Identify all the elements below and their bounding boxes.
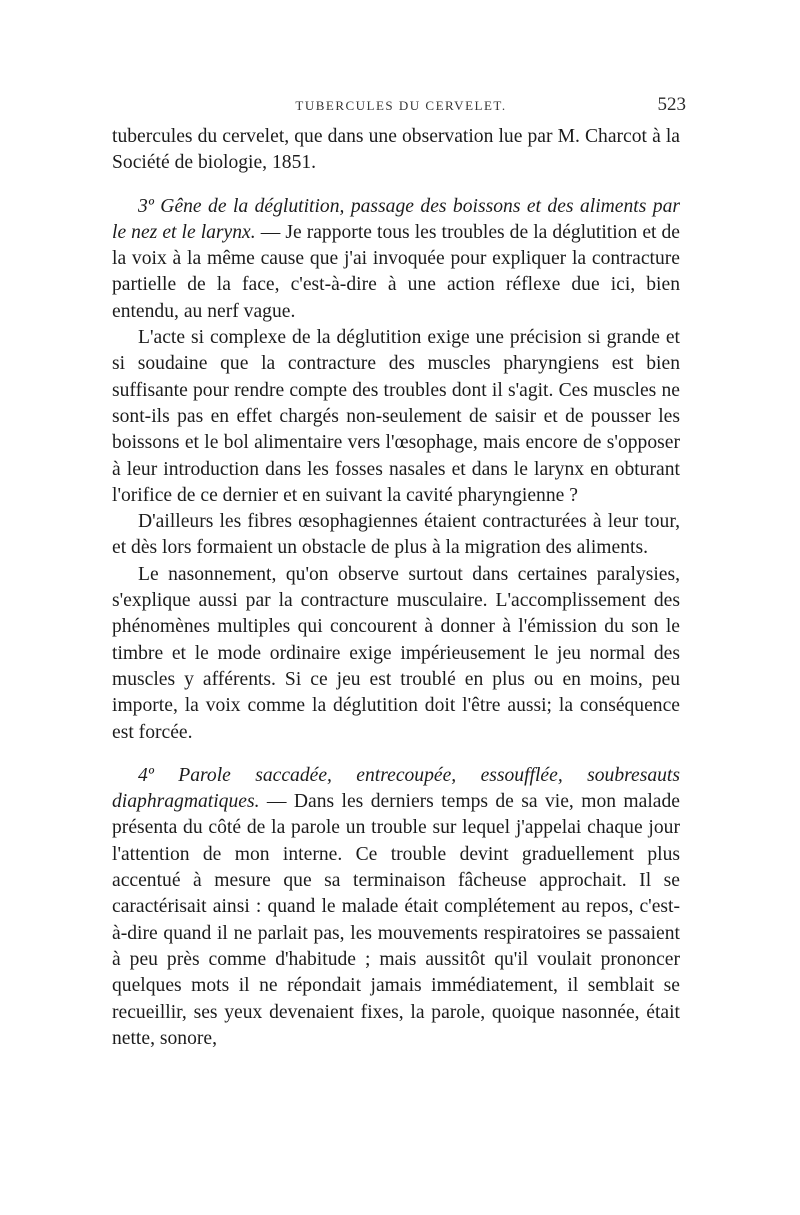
paragraph-text: — Je rapporte tous les troubles de la déglutition et de la voix à la même cause que j'ai invoquée pour expliquer la contracture partielle de la face, c'est-à-dire à une action réflexe due ici, bien entendu, au nerf vague. <box>112 221 680 322</box>
section-3-paragraph <box>112 194 680 325</box>
section-3-title: 3º Gêne de la déglutition, passage des boissons et des aliments par le nez et le larynx. <box>112 195 680 243</box>
running-head-title: TUBERCULES DU CERVELET. <box>295 98 507 113</box>
paragraph <box>112 509 680 562</box>
paragraph-continuation <box>112 124 680 177</box>
body-text <box>112 124 680 1052</box>
paragraph-text: Le nasonnement, qu'on observe surtout dans certaines paralysies, s'explique aussi par la contracture musculaire. L'accomplissement des phénomènes multiples qui concourent à donner à l'émission du son le timbre et le mode ordinaire exige impérieusement le jeu normal des muscles y afférents. Si ce jeu est troublé en plus ou en moins, peu importe, la voix comme la déglutition doit l'être aussi; la conséquence est forcée. <box>112 563 680 743</box>
section-4-paragraph <box>112 763 680 1052</box>
paragraph-text: tubercules du cervelet, que dans une observation lue par M. Charcot à la Société de biologie, 1851. <box>112 126 680 174</box>
page-number: 523 <box>657 94 686 115</box>
paragraph <box>112 562 680 746</box>
section-4-title: 4º Parole saccadée, entrecoupée, essoufflée, soubresauts diaphragmatiques. <box>112 764 680 813</box>
running-head <box>112 94 690 120</box>
paragraph <box>112 325 680 509</box>
paragraph-text: — Dans les derniers temps de sa vie, mon malade présenta du côté de la parole un trouble sur lequel j'appelai chaque jour l'attention de mon interne. Ce trouble devint graduellement plus accentué à mesure que sa terminaison fâcheuse approchait. Il se caractérisait ainsi : quand le malade était complétement au repos, c'est-à-dire quand il ne parlait pas, les mouvements respiratoires se passaient à peu près comme d'habitude ; mais aussitôt qu'il voulait prononcer quelques mots il ne répondait jamais immédiatement, il semblait se recueillir, ses yeux devenaient fixes, la parole, quoique nasonnée, était nette, sonore, <box>112 791 680 1049</box>
paragraph-text: L'acte si complexe de la déglutition exige une précision si grande et si soudaine que la contracture des muscles pharyngiens est bien suffisante pour rendre compte des troubles dont il s'agit. Ces muscles ne sont-ils pas en effet chargés non-seulement de saisir et de pousser les boissons et le bol alimentaire vers l'œsophage, mais encore de s'opposer à leur introduction dans les fosses nasales et dans le larynx en obturant l'orifice de ce dernier et en suivant la cavité pharyngienne ? <box>112 327 680 506</box>
paragraph-text: D'ailleurs les fibres œsophagiennes étaient contracturées à leur tour, et dès lors formaient un obstacle de plus à la migration des aliments. <box>112 511 680 559</box>
